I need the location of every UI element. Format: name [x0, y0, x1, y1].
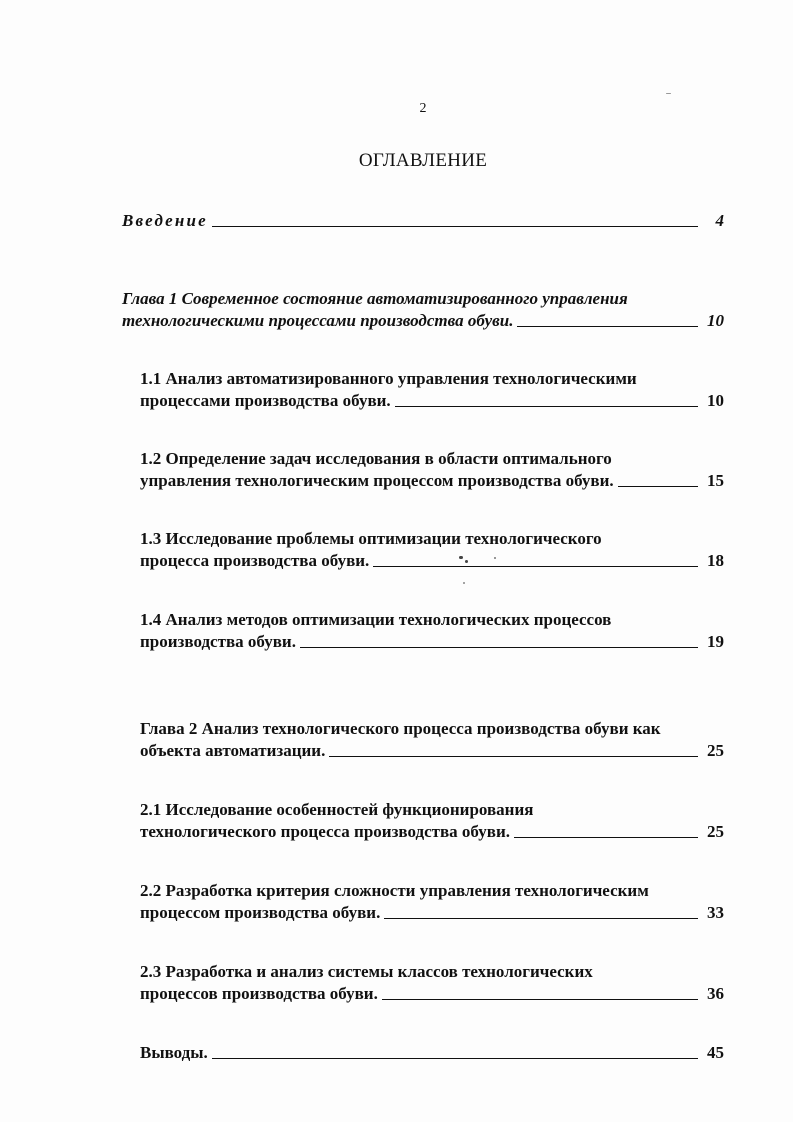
toc-entry-label: процессом производства обуви. — [140, 903, 381, 922]
toc-entry-label-line: 2.3 Разработка и анализ системы классов технологических — [140, 962, 593, 981]
toc-entry-label: процессов производства обуви. — [140, 984, 378, 1003]
toc-entry-label-line: 2.1 Исследование особенностей функционирования — [140, 800, 534, 819]
toc-entry-label-line: 1.1 Анализ автоматизированного управления технологическими — [140, 369, 637, 388]
dot-leader — [618, 485, 698, 487]
toc-entry-label-line: Глава 2 Анализ технологического процесса производства обуви как — [140, 719, 661, 738]
dot-leader — [212, 1057, 698, 1059]
toc-entry-page: 25 — [707, 822, 724, 841]
toc-title: ОГЛАВЛЕНИЕ — [358, 150, 488, 171]
toc-entry-section-1-2[interactable] — [140, 448, 724, 492]
dot-leader — [382, 998, 698, 1000]
toc-entry-label-line: 1.4 Анализ методов оптимизации технологических процессов — [140, 610, 612, 629]
scan-speck — [666, 93, 671, 94]
toc-entry-page: 45 — [707, 1043, 724, 1062]
scan-speck — [465, 560, 468, 563]
page-number: 2 — [419, 101, 427, 116]
toc-entry-page: 19 — [707, 632, 724, 651]
toc-entry-page: 4 — [715, 211, 724, 230]
toc-entry-page: 10 — [707, 311, 724, 330]
scan-speck — [459, 556, 463, 559]
toc-entry-label-line: Глава 1 Современное состояние автоматизированного управления — [122, 289, 628, 308]
toc-entry-intro[interactable] — [122, 210, 724, 232]
scan-speck — [494, 557, 496, 559]
toc-entry-page: 15 — [707, 471, 724, 490]
toc-entry-section-1-3[interactable] — [140, 528, 724, 572]
dot-leader — [514, 836, 698, 838]
toc-entry-label: производства обуви. — [140, 632, 296, 651]
toc-entry-label: Выводы. — [140, 1043, 208, 1062]
toc-entry-page: 25 — [707, 741, 724, 760]
toc-entry-chapter-1[interactable] — [122, 288, 724, 332]
scan-speck — [463, 582, 465, 584]
dot-leader — [300, 646, 698, 648]
toc-entry-label: технологического процесса производства обуви. — [140, 822, 510, 841]
toc-entry-page: 18 — [707, 551, 724, 570]
toc-entry-label: процесса производства обуви. — [140, 551, 370, 570]
toc-entry-page: 10 — [707, 391, 724, 410]
toc-entry-label-line: 1.3 Исследование проблемы оптимизации технологического — [140, 529, 602, 548]
toc-entry-label: Введение — [122, 211, 208, 230]
toc-entry-label-line: 2.2 Разработка критерия сложности управления технологическим — [140, 881, 649, 900]
dot-leader — [517, 325, 698, 327]
toc-entry-label: объекта автоматизации. — [140, 741, 326, 760]
toc-entry-section-2-3[interactable] — [140, 961, 724, 1005]
toc-entry-page: 33 — [707, 903, 724, 922]
toc-entry-section-2-2[interactable] — [140, 880, 724, 924]
toc-entry-label-line: 1.2 Определение задач исследования в области оптимального — [140, 449, 612, 468]
toc-entry-label: процессами производства обуви. — [140, 391, 391, 410]
dot-leader — [395, 405, 698, 407]
toc-entry-section-2-1[interactable] — [140, 799, 724, 843]
toc-entry-conclusions[interactable] — [140, 1042, 724, 1064]
toc-entry-label: управления технологическим процессом производства обуви. — [140, 471, 614, 490]
toc-entry-page: 36 — [707, 984, 724, 1003]
dot-leader — [329, 755, 698, 757]
toc-entry-section-1-4[interactable] — [140, 609, 724, 653]
dot-leader — [212, 225, 698, 227]
toc-entry-label: технологическими процессами производства обуви. — [122, 311, 514, 330]
toc-entry-chapter-2[interactable] — [140, 718, 724, 762]
dot-leader — [384, 917, 698, 919]
toc-entry-section-1-1[interactable] — [140, 368, 724, 412]
dot-leader — [373, 565, 698, 567]
